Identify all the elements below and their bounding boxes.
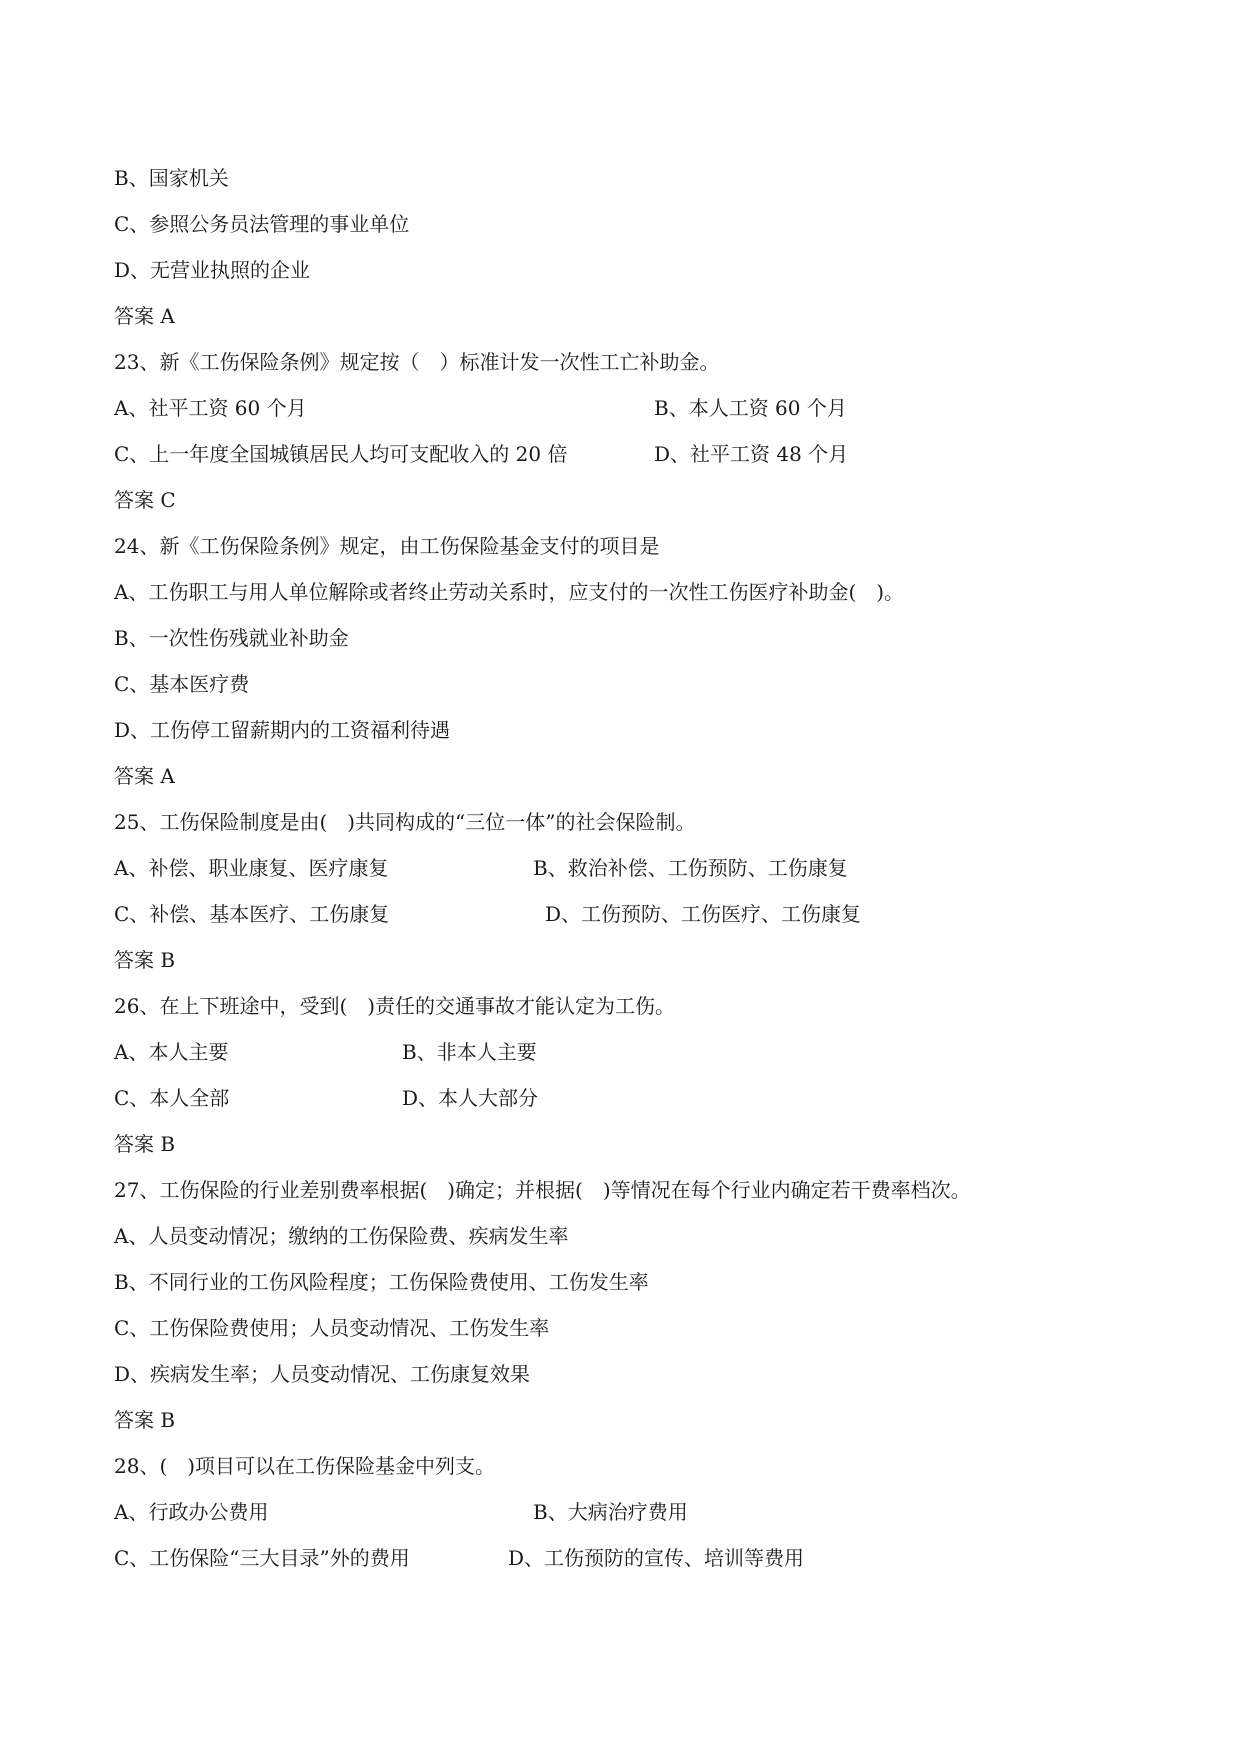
question-24: 24、新《工伤保险条例》规定，由工伤保险基金支付的项目是 (114, 534, 660, 558)
q27-option-d: D、疾病发生率；人员变动情况、工伤康复效果 (114, 1362, 531, 1386)
q27-answer: 答案 B (114, 1408, 176, 1432)
q24-option-b: B、一次性伤残就业补助金 (114, 626, 349, 650)
question-23: 23、新《工伤保险条例》规定按（ ）标准计发一次性工亡补助金。 (114, 350, 720, 374)
q25-option-d: D、工伤预防、工伤医疗、工伤康复 (545, 902, 862, 926)
q28-option-d: D、工伤预防的宣传、培训等费用 (508, 1546, 805, 1570)
q26-option-a: A、本人主要 (114, 1040, 229, 1064)
question-27: 27、工伤保险的行业差别费率根据( )确定；并根据( )等情况在每个行业内确定若干费率档次。 (114, 1178, 971, 1202)
q28-option-a: A、行政办公费用 (114, 1500, 269, 1524)
q26-option-b: B、非本人主要 (402, 1040, 537, 1064)
q23-option-d: D、社平工资 48 个月 (654, 442, 849, 466)
q23-option-a: A、社平工资 60 个月 (114, 396, 307, 420)
q26-option-c: C、本人全部 (114, 1086, 230, 1110)
q23-option-b: B、本人工资 60 个月 (654, 396, 847, 420)
q26-answer: 答案 B (114, 1132, 176, 1156)
q23-option-c: C、上一年度全国城镇居民人均可支配收入的 20 倍 (114, 442, 568, 466)
question-26: 26、在上下班途中，受到( )责任的交通事故才能认定为工伤。 (114, 994, 676, 1018)
q25-option-b: B、救治补偿、工伤预防、工伤康复 (533, 856, 848, 880)
q28-option-c: C、工伤保险“三大目录”外的费用 (114, 1546, 410, 1570)
answer-text: 答案 A (114, 304, 175, 328)
question-28: 28、( )项目可以在工伤保险基金中列支。 (114, 1454, 496, 1478)
q26-option-d: D、本人大部分 (402, 1086, 539, 1110)
q27-option-a: A、人员变动情况；缴纳的工伤保险费、疾病发生率 (114, 1224, 569, 1248)
q24-option-d: D、工伤停工留薪期内的工资福利待遇 (114, 718, 451, 742)
q27-option-c: C、工伤保险费使用；人员变动情况、工伤发生率 (114, 1316, 550, 1340)
option-c-text: C、参照公务员法管理的事业单位 (114, 212, 410, 236)
q25-answer: 答案 B (114, 948, 176, 972)
option-d-text: D、无营业执照的企业 (114, 258, 311, 282)
q24-answer: 答案 A (114, 764, 175, 788)
q27-option-b: B、不同行业的工伤风险程度；工伤保险费使用、工伤发生率 (114, 1270, 649, 1294)
q28-option-b: B、大病治疗费用 (533, 1500, 688, 1524)
question-25: 25、工伤保险制度是由( )共同构成的“三位一体”的社会保险制。 (114, 810, 696, 834)
q25-option-c: C、补偿、基本医疗、工伤康复 (114, 902, 390, 926)
q24-option-a: A、工伤职工与用人单位解除或者终止劳动关系时，应支付的一次性工伤医疗补助金( )。 (114, 580, 905, 604)
q25-option-a: A、补偿、职业康复、医疗康复 (114, 856, 389, 880)
q24-option-c: C、基本医疗费 (114, 672, 250, 696)
option-b-text: B、国家机关 (114, 166, 229, 190)
q23-answer: 答案 C (114, 488, 176, 512)
